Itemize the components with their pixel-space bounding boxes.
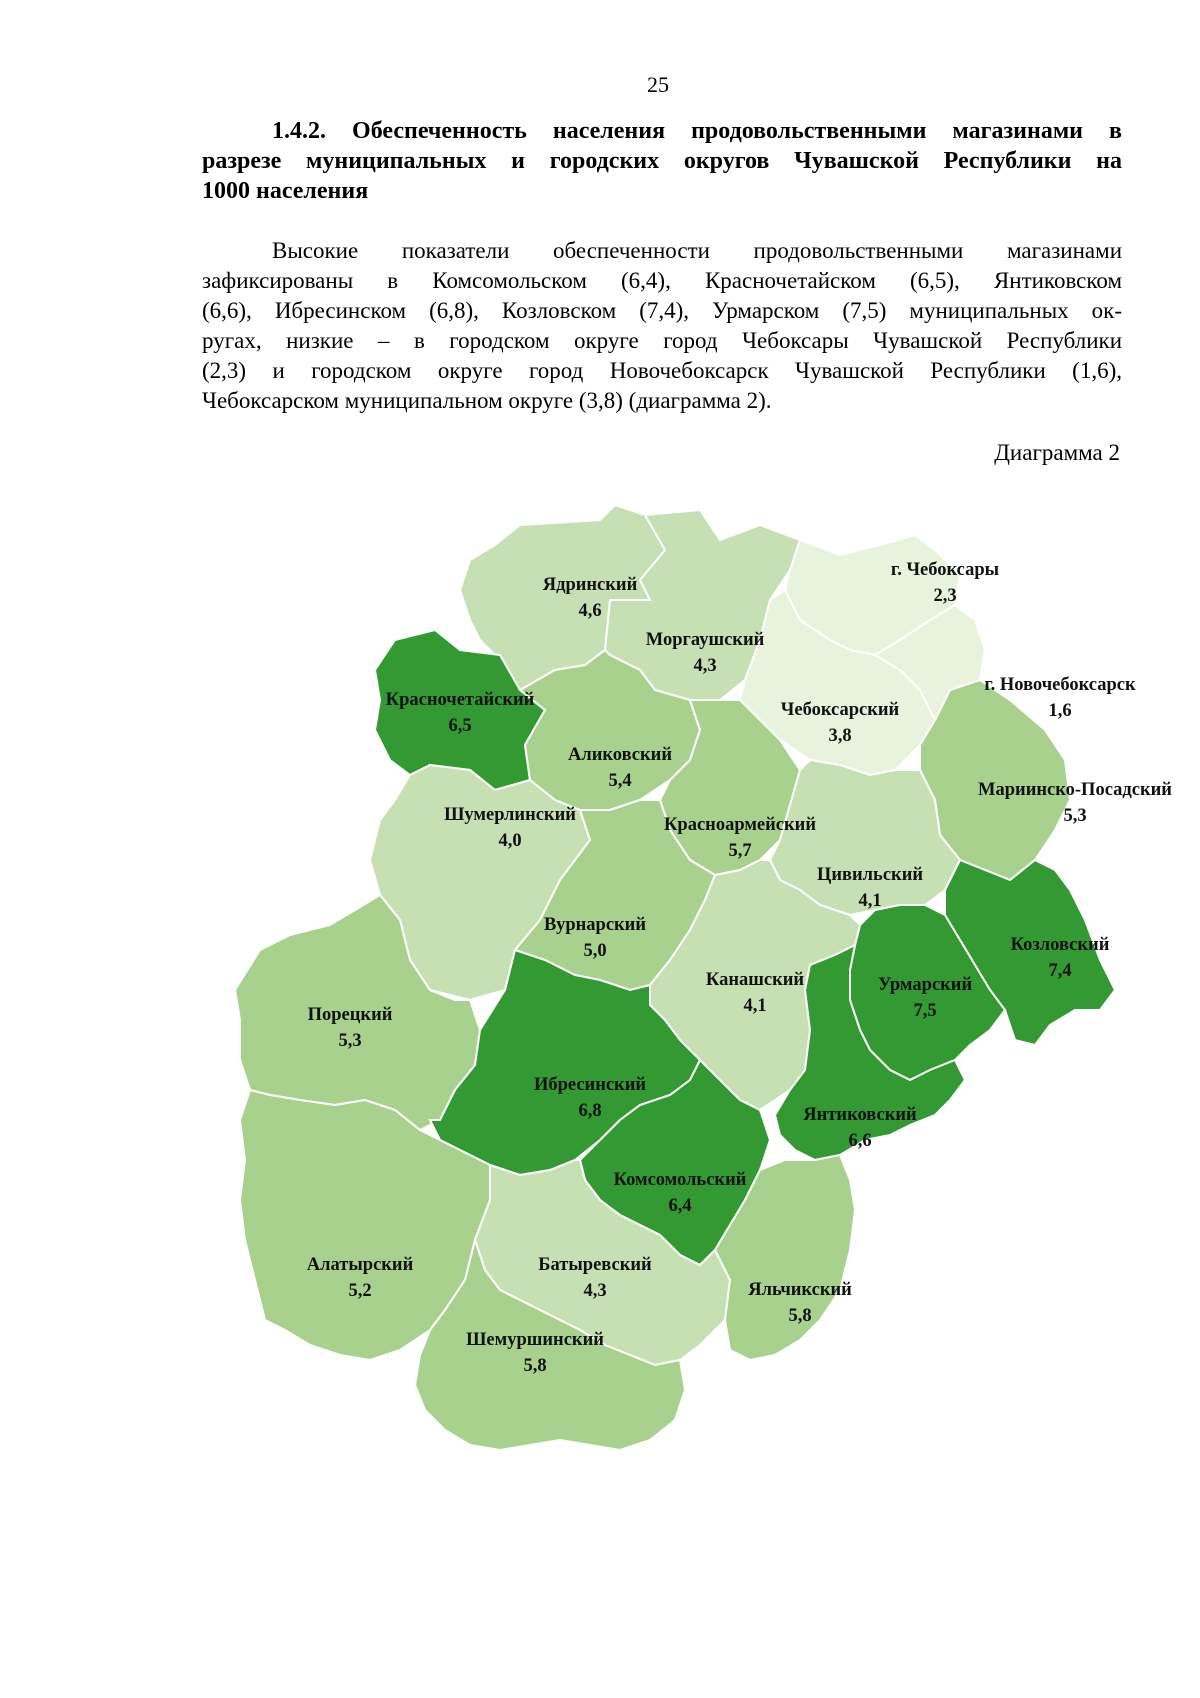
region-name-label: Аликовский bbox=[567, 745, 673, 765]
region-name-label: Шемуршинский bbox=[466, 1330, 604, 1350]
region-name-label: Канашский bbox=[705, 970, 805, 990]
region-value-label: 4,6 bbox=[578, 601, 602, 621]
region-value-label: 1,6 bbox=[1048, 701, 1072, 721]
region-name-label: Цивильский bbox=[816, 865, 924, 885]
paragraph-line: зафиксированы в Комсомольском (6,4), Красночетайском (6,5), Янтиковском bbox=[202, 268, 1122, 293]
region-value-label: 4,3 bbox=[583, 1281, 607, 1301]
region-value-label: 5,7 bbox=[728, 841, 752, 861]
region-value-label: 6,8 bbox=[578, 1101, 602, 1121]
region-name-label: Красночетайский bbox=[385, 690, 535, 710]
choropleth-map bbox=[0, 500, 1200, 1500]
paragraph-line: Чебоксарском муниципальном округе (3,8) (диаграмма 2). bbox=[202, 388, 772, 413]
region-value-label: 3,8 bbox=[828, 726, 852, 746]
region-name-label: Моргаушский bbox=[645, 630, 765, 650]
region-value-label: 7,5 bbox=[913, 1001, 937, 1021]
paragraph-line: (2,3) и городском округе город Новочебоксарск Чувашской Республики (1,6), bbox=[202, 358, 1122, 383]
paragraph-line: ругах, низкие – в городском округе город Чебоксары Чувашской Республики bbox=[202, 328, 1122, 353]
region-name-label: Ибресинский bbox=[533, 1075, 647, 1095]
region-name-label: Янтиковский bbox=[803, 1105, 917, 1125]
body-paragraph bbox=[202, 236, 1122, 416]
region-value-label: 4,1 bbox=[858, 891, 882, 911]
region-name-label: Шумерлинский bbox=[444, 805, 576, 825]
region-value-label: 4,0 bbox=[498, 831, 522, 851]
region-name-label: Вурнарский bbox=[543, 915, 647, 935]
region-name-label: Порецкий bbox=[307, 1005, 393, 1025]
region-name-label: Чебоксарский bbox=[780, 700, 900, 720]
region-value-label: 4,1 bbox=[743, 996, 767, 1016]
heading-line: 1.4.2. Обеспеченность населения продовольственными магазинами в bbox=[272, 118, 1122, 144]
region-value-label: 5,3 bbox=[338, 1031, 362, 1051]
region-value-label: 5,0 bbox=[583, 941, 607, 961]
region-value-label: 6,4 bbox=[668, 1196, 692, 1216]
section-heading bbox=[202, 116, 1122, 206]
paragraph-line: Высокие показатели обеспеченности продовольственными магазинами bbox=[272, 238, 1122, 263]
region-name-label: г. Новочебоксарск bbox=[984, 675, 1136, 695]
page-number: 25 bbox=[647, 72, 669, 97]
region-value-label: 2,3 bbox=[933, 586, 957, 606]
region-name-label: Яльчикский bbox=[748, 1280, 852, 1300]
region-name-label: Красноармейский bbox=[664, 815, 816, 835]
region-value-label: 4,3 bbox=[693, 656, 717, 676]
region-value-label: 5,8 bbox=[788, 1306, 812, 1326]
region-value-label: 5,8 bbox=[523, 1356, 547, 1376]
region-name-label: Ядринский bbox=[542, 575, 638, 595]
diagram-caption: Диаграмма 2 bbox=[994, 440, 1120, 465]
region-value-label: 6,5 bbox=[448, 716, 472, 736]
region-name-label: Комсомольский bbox=[613, 1170, 747, 1190]
region-name-label: г. Чебоксары bbox=[890, 560, 1000, 580]
region-name-label: Урмарский bbox=[877, 975, 973, 995]
region-value-label: 6,6 bbox=[848, 1131, 872, 1151]
heading-line: 1000 населения bbox=[202, 178, 369, 204]
paragraph-line: (6,6), Ибресинском (6,8), Козловском (7,4), Урмарском (7,5) муниципальных ок- bbox=[202, 298, 1122, 323]
region-name-label: Алатырский bbox=[306, 1255, 414, 1275]
region-name-label: Мариинско-Посадский bbox=[978, 780, 1172, 800]
region-value-label: 5,3 bbox=[1063, 806, 1087, 826]
region-name-label: Батыревский bbox=[538, 1255, 652, 1275]
region-name-label: Козловский bbox=[1010, 935, 1110, 955]
region-value-label: 5,4 bbox=[608, 771, 632, 791]
region-value-label: 7,4 bbox=[1048, 961, 1072, 981]
region-value-label: 5,2 bbox=[348, 1281, 372, 1301]
heading-line: разрезе муниципальных и городских округов Чувашской Республики на bbox=[202, 148, 1122, 174]
